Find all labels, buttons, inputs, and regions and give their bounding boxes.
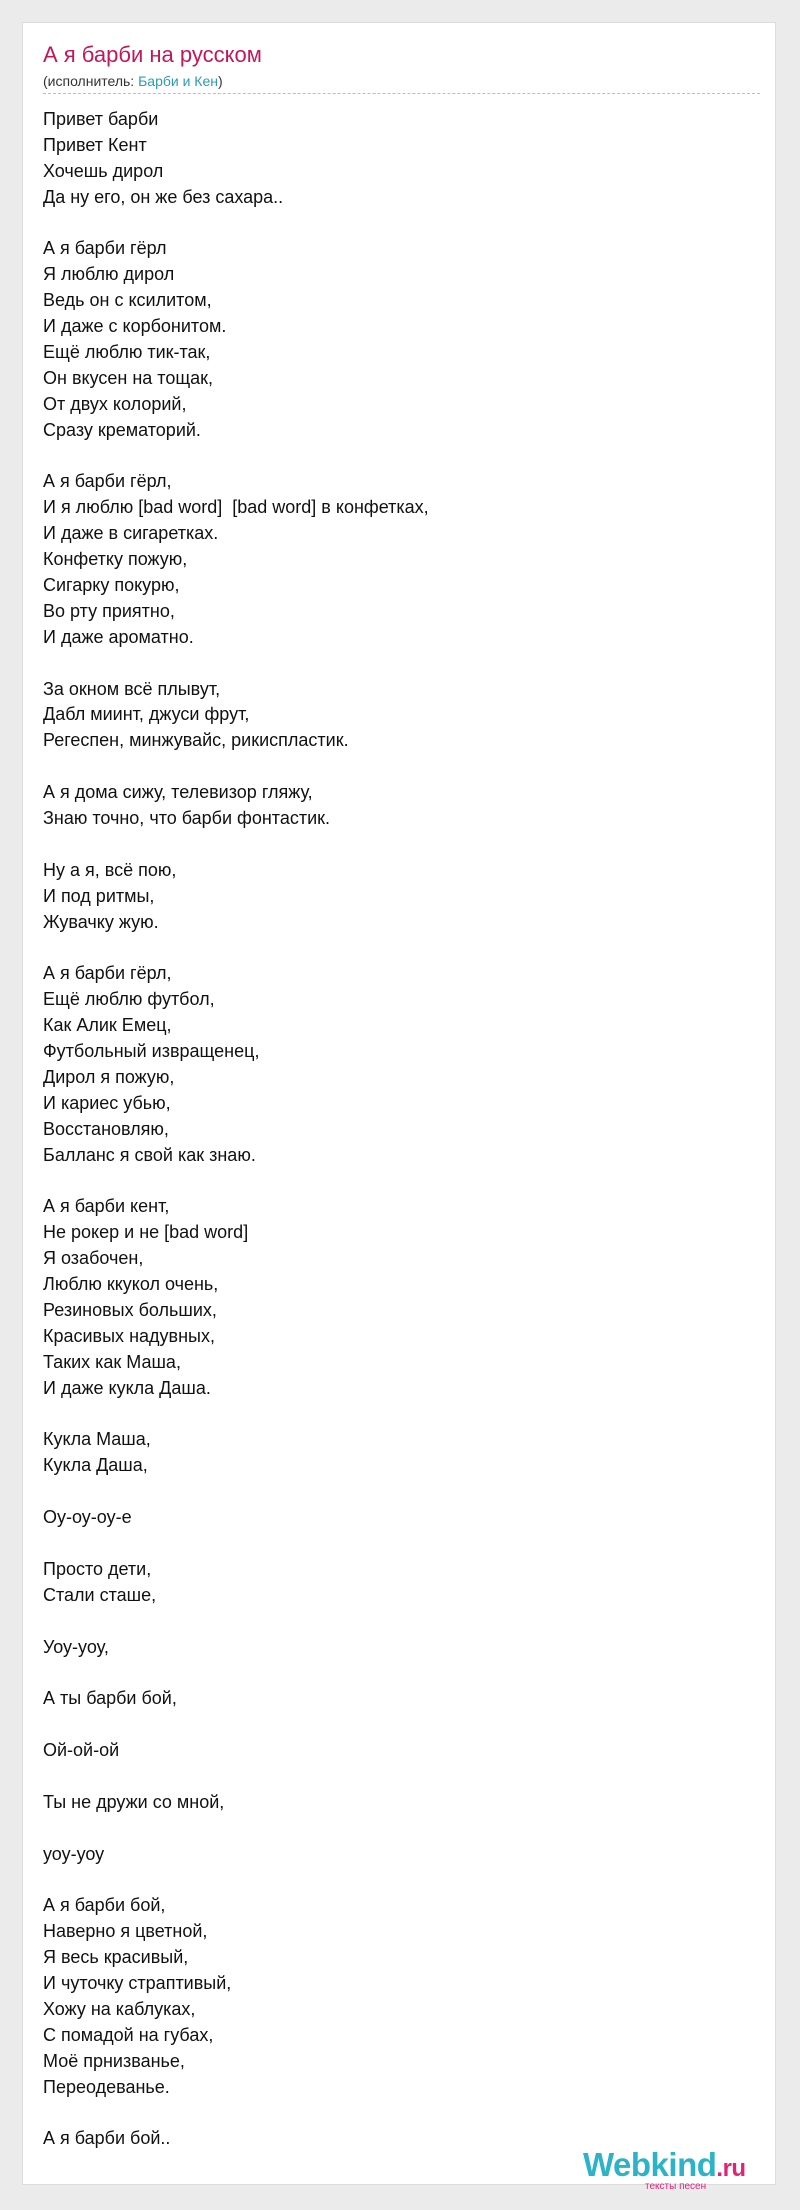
logo-tagline: тексты песен [645,2181,707,2192]
lyric-line: Кукла Маша, [43,1429,151,1450]
lyric-line: Ну а я, всё пою, [43,859,177,880]
lyric-line: А я барби гёрл [43,238,167,259]
lyric-line: И чуточку страптивый, [43,1973,232,1994]
lyric-line: И я люблю [bad word] [bad word] в конфетках, [43,497,429,518]
stanza-gap [43,1479,743,1505]
lyric-line: От двух колорий, [43,393,187,414]
lyric-line: Да ну его, он же без сахара.. [43,186,284,207]
lyric-line: Стали сташе, [43,1584,157,1605]
lyric-line: Кукла Даша, [43,1455,148,1476]
lyric-line: Конфетку пожую, [43,549,188,570]
lyric-line: Дирол я пожую, [43,1066,175,1087]
lyric-line: Регеспен, минжувайс, рикиспластик. [43,730,349,751]
lyric-line: За окном всё плывут, [43,678,221,699]
lyric-line: Сигарку покурю, [43,575,180,596]
stanza-gap [43,754,743,780]
stanza-gap [43,1531,743,1557]
lyric-line: Я люблю дирол [43,264,175,285]
lyric-line: И даже ароматно. [43,626,194,647]
stanza-gap [43,1868,743,1894]
stanza-gap [43,832,743,858]
lyric-line: Знаю точно, что барби фонтастик. [43,808,331,829]
stanza-gap [43,1660,743,1686]
lyric-line: Оу-оу-оу-е [43,1507,132,1528]
lyric-line: Люблю ккукол очень, [43,1274,219,1295]
lyric-line: Красивых надувных, [43,1325,215,1346]
lyric-line: Дабл миинт, джуси фрут, [43,704,250,725]
lyric-line: Восстановляю, [43,1118,169,1139]
stanza-gap [43,1816,743,1842]
lyric-line: Моё прнизванье, [43,2050,185,2071]
lyric-line: Ты не дружи со мной, [43,1791,225,1812]
lyric-line: А я барби кент, [43,1196,170,1217]
lyric-line: А я барби гёрл, [43,963,172,984]
lyric-line: Ещё люблю тик-так, [43,342,211,363]
lyric-line: Футбольный извращенец, [43,1041,260,1062]
stanza-gap [43,1712,743,1738]
artist-link[interactable]: Барби и Кен [138,73,218,89]
artist-prefix: (исполнитель: [43,73,139,89]
lyric-line: И даже с корбонитом. [43,316,227,337]
stanza-gap [43,1609,743,1635]
lyric-line: Ещё люблю футбол, [43,989,215,1010]
stanza-gap [43,651,743,677]
lyric-line: Привет Кент [43,134,147,155]
lyric-line: А я барби бой, [43,1895,166,1916]
page-title: А я барби на русском [43,42,262,67]
lyric-line: А я барби гёрл, [43,471,172,492]
lyric-line: Резиновых больших, [43,1299,217,1320]
lyric-line: Наверно я цветной, [43,1921,208,1942]
lyric-line: Просто дети, [43,1558,152,1579]
stanza-gap [43,1402,743,1428]
stanza-gap [43,2101,743,2127]
lyric-line: Уоу-уоу, [43,1636,109,1657]
lyric-line: Жувачку жую. [43,911,159,932]
lyric-line: С помадой на губах, [43,2024,214,2045]
lyrics-text [43,107,743,2152]
artist-line [43,72,223,90]
stanza-gap [43,444,743,470]
lyric-line: А ты барби бой, [43,1688,177,1709]
lyric-line: Таких как Маша, [43,1351,181,1372]
lyric-line: И кариес убью, [43,1092,171,1113]
lyric-line: Привет барби [43,109,159,129]
lyric-line: Балланс я свой как знаю. [43,1144,256,1165]
lyric-line: И под ритмы, [43,885,155,906]
lyric-line: Хочешь дирол [43,160,164,181]
stanza-gap [43,1169,743,1195]
lyric-line: Переодеванье. [43,2076,170,2097]
lyric-line: А я барби бой.. [43,2128,171,2149]
webkind-logo[interactable] [583,2147,773,2191]
lyric-line: А я дома сижу, телевизор гляжу, [43,782,313,803]
lyric-line: Он вкусен на тощак, [43,367,214,388]
lyric-line: И даже в сигаретках. [43,523,219,544]
lyric-line: уоу-уоу [43,1843,105,1864]
lyric-line: Как Алик Емец, [43,1015,172,1036]
divider [43,93,760,94]
stanza-gap [43,211,743,237]
lyric-line: И даже кукла Даша. [43,1377,211,1398]
logo-tld: .ru [716,2155,746,2182]
lyric-line: Я озабочен, [43,1248,144,1269]
lyric-line: Я весь красивый, [43,1947,189,1968]
lyric-line: Не рокер и не [bad word] [43,1222,249,1243]
lyric-line: Ой-ой-ой [43,1740,120,1761]
lyric-line: Ведь он с ксилитом, [43,290,212,311]
logo-name: Webkind [583,2146,717,2183]
artist-suffix: ) [217,73,223,89]
lyrics-card [22,22,776,2192]
lyric-line: Во рту приятно, [43,600,175,621]
stanza-gap [43,936,743,962]
stanza-gap [43,1764,743,1790]
lyric-line: Сразу крематорий. [43,419,201,440]
lyric-line: Хожу на каблуках, [43,1999,196,2020]
